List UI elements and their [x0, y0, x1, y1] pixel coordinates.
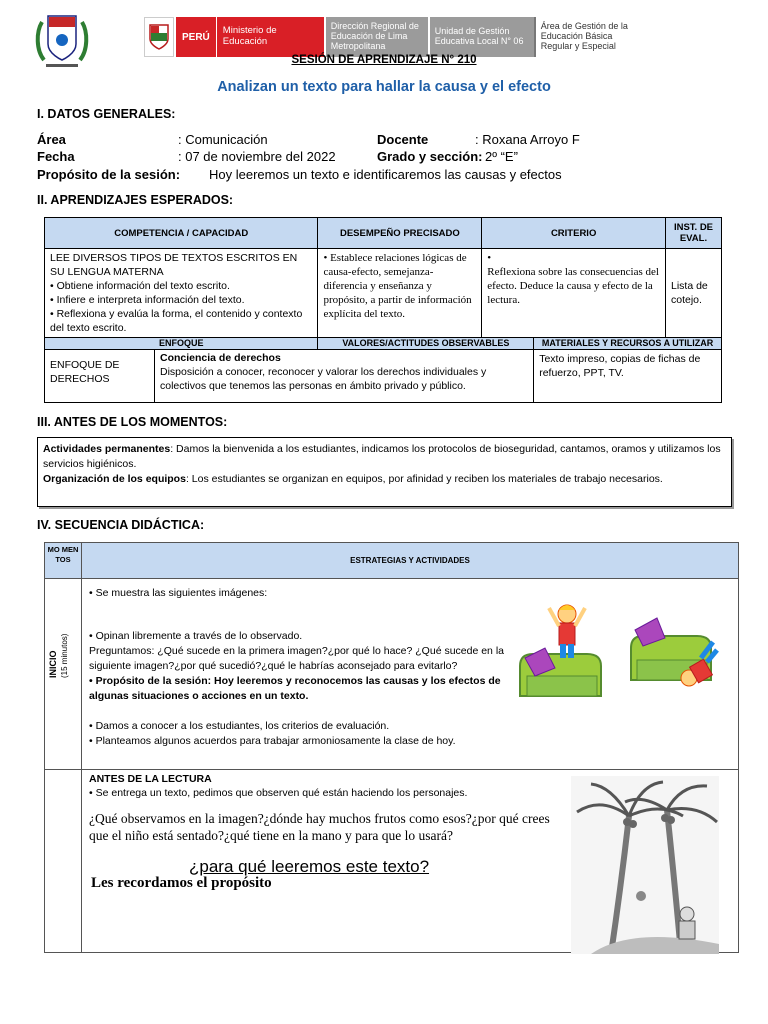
proposito-value: Hoy leeremos un texto e identificaremos las causas y efectos: [209, 167, 562, 182]
aprendizajes-table: [44, 217, 722, 403]
area-value: : Comunicación: [178, 132, 268, 147]
peru-label: PERÚ: [176, 17, 216, 57]
fecha-label: Fecha: [37, 149, 75, 164]
palm-trees-illustration: [571, 776, 719, 954]
peru-shield-icon: [144, 17, 174, 57]
purpose-question: ¿para qué leeremos este texto?: [189, 857, 430, 876]
competencia-title: LEE DIVERSOS TIPOS DE TEXTOS ESCRITOS EN SU LENGUA MATERNA: [50, 252, 298, 278]
criterio-text: Reflexiona sobre las consecuencias del efecto. Deduce la causa y efecto de la lectura.: [487, 266, 659, 306]
grado-label: Grado y sección:: [377, 149, 483, 164]
momento-cell: [45, 578, 82, 769]
ministry-banner: [144, 17, 642, 57]
header-criterio: CRITERIO: [482, 218, 666, 249]
ugel-label: Unidad de Gestión Educativa Local N° 06: [428, 17, 534, 57]
antes-lectura-title: ANTES DE LA LECTURA: [89, 773, 212, 785]
inicio-activities: [89, 586, 509, 749]
valores-title: Conciencia de derechos: [160, 352, 281, 364]
secuencia-header: [44, 542, 739, 579]
materiales-cell: Texto impreso, copias de fichas de refuerzo, PPT, TV.: [534, 350, 722, 403]
instrumento-cell: Lista de cotejo.: [665, 249, 721, 338]
purpose-reminder: Les recordamos el propósito: [91, 875, 272, 891]
antes-momentos-box: [37, 437, 732, 507]
main-title: Analizan un texto para hallar la causa y el efecto: [217, 79, 551, 95]
valores-cell: [155, 350, 533, 402]
valores-text: Disposición a conocer, reconocer y valorar los derechos individuales y colectivos que tenemos las personas en ámbito privado y público.: [160, 366, 487, 392]
estrategias-header: ESTRATEGIAS Y ACTIVIDADES: [82, 543, 738, 578]
antes-lectura-content: [89, 772, 569, 890]
header-enfoque: ENFOQUE: [45, 338, 318, 350]
grado-value: 2º “E”: [485, 149, 518, 164]
proposito-label: Propósito de la sesión:: [37, 167, 181, 182]
section-4-heading: IV. SECUENCIA DIDÁCTICA:: [37, 518, 205, 532]
docente-label: Docente: [377, 132, 429, 147]
activity-line: • Planteamos algunos acuerdos para trabajar armoniosamente la clase de hoy.: [89, 735, 456, 747]
section-2-heading: II. APRENDIZAJES ESPERADOS:: [37, 193, 234, 207]
competencia-item: • Obtiene información del texto escrito.: [50, 280, 230, 292]
section-1-heading: I. DATOS GENERALES:: [37, 107, 176, 121]
enfoque-value: ENFOQUE DE DERECHOS: [45, 350, 155, 402]
activity-line: • Se muestra las siguientes imágenes:: [89, 587, 268, 599]
actividades-text: : Damos la bienvenida a los estudiantes, indicamos los protocolos de bioseguridad, cantamos, oramos y utilizamos los servicios higiénicos.: [43, 443, 721, 470]
docente-value: : Roxana Arroyo F: [475, 132, 580, 147]
area-gestion-label: Área de Gestión de la Educación Básica Regular y Especial: [534, 17, 642, 57]
reading-questions: ¿Qué observamos en la imagen?¿dónde hay muchos frutos como esos?¿por qué crees que el niño está sentado?¿qué tiene en la mano y para que lo usará?: [89, 811, 550, 843]
competencia-item: • Reflexiona y evalúa la forma, el contenido y contexto del texto escrito.: [50, 308, 303, 334]
antes-lectura-row: [44, 770, 739, 953]
section-3-heading: III. ANTES DE LOS MOMENTOS:: [37, 415, 228, 429]
inicio-label: INICIO (15 minutos): [48, 633, 69, 678]
child-falling-illustration: [627, 600, 722, 700]
child-on-sofa-illustration: [515, 596, 605, 706]
header-valores: VALORES/ACTITUDES OBSERVABLES: [318, 338, 534, 350]
activity-line: • Propósito de la sesión: Hoy leeremos y reconocemos las causas y los efectos de algunas situaciones o acciones en un texto.: [89, 675, 501, 702]
header-competencia: COMPETENCIA / CAPACIDAD: [45, 218, 318, 249]
session-title: SESIÓN DE APRENDIZAJE N° 210: [291, 54, 477, 66]
area-label: Área: [37, 132, 66, 147]
desempeno-cell: • Establece relaciones lógicas de causa-efecto, semejanza-diferencia y enseñanza y propósito, a partir de información explícita del texto.: [318, 249, 482, 338]
header-materiales: MATERIALES Y RECURSOS A UTILIZAR: [534, 338, 722, 350]
fecha-value: : 07 de noviembre del 2022: [178, 149, 336, 164]
criterio-cell: [482, 249, 666, 338]
ministry-label: Ministerio de Educación: [216, 17, 324, 57]
competencia-item: • Infiere e interpreta información del texto.: [50, 294, 245, 306]
enfoque-valores-cell: [45, 350, 534, 403]
regional-label: Dirección Regional de Educación de Lima Metropolitana: [324, 17, 428, 57]
criterio-bullet: •: [487, 252, 492, 264]
activity-line: • Opinan libremente a través de lo observado.: [89, 630, 303, 642]
header-instrumento: INST. DE EVAL.: [665, 218, 721, 249]
inicio-row: [44, 578, 739, 770]
header-desempeno: DESEMPEÑO PRECISADO: [318, 218, 482, 249]
momentos-header: MO MEN TOS: [45, 543, 82, 578]
competencia-cell: [45, 249, 318, 338]
activity-line: Preguntamos: ¿Qué sucede en la primera imagen?¿por qué lo hace? ¿Qué sucede en la siguiente imagen?¿por qué sucedió?¿qué le habrías aconsejado para evitarlo?: [89, 645, 504, 672]
organizacion-text: : Los estudiantes se organizan en equipos, por afinidad y reciben los materiales de trabajo necesarios.: [185, 473, 663, 485]
momento-cell: [45, 770, 82, 952]
activity-line: • Damos a conocer a los estudiantes, los criterios de evaluación.: [89, 720, 390, 732]
actividades-label: Actividades permanentes: [43, 443, 171, 455]
organizacion-label: Organización de los equipos: [43, 473, 186, 485]
activity-line: • Se entrega un texto, pedimos que observen qué están haciendo los personajes.: [89, 787, 468, 799]
